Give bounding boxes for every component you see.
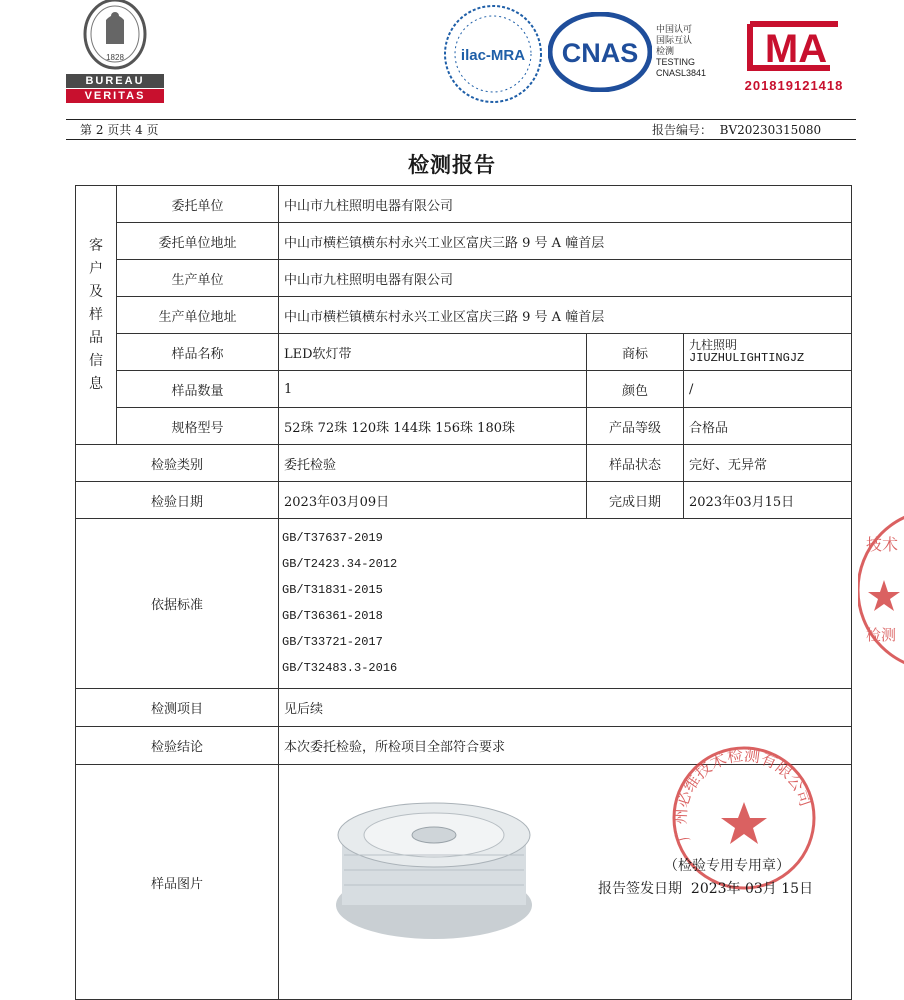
trademark-cn: 九柱照明 [689,338,738,352]
cnas-line: 检测 [656,46,675,56]
table-row [76,519,852,689]
seal-side-text-2: 检测 [866,626,897,644]
cnas-line: 中国认可 [656,24,693,34]
stamp-note: （检验专用专用章） [664,858,790,874]
sample-name-label: 样品名称 [117,334,279,371]
color-label: 颜色 [587,371,684,408]
conclusion-label: 检验结论 [76,727,279,765]
table-row [76,482,852,519]
seal-text: 广州必维技术检测有限公司 [670,745,816,844]
test-date-value: 2023年03月09日 [279,482,587,519]
finish-date-label: 完成日期 [587,482,684,519]
issue-date-value: 2023年 03月 15日 [690,881,814,897]
maker-address-value: 中山市横栏镇横东村永兴工业区富庆三路 9 号 A 幢首层 [279,297,852,334]
trademark-en: JIUZHULIGHTINGJZ [689,351,805,365]
photo-label: 样品图片 [76,765,279,1000]
standard-item: GB/T32483.3-2016 [282,661,398,675]
conclusion-value: 本次委托检验，所检项目全部符合要求 [279,727,852,765]
test-items-value: 见后续 [279,689,852,727]
cnas-mark: CNAS [561,38,639,68]
led-strip-reel-image [334,795,534,945]
bv-word-veritas: VERITAS [66,89,164,103]
seal-side-text-1: 技术 [866,535,899,554]
sample-state-label: 样品状态 [587,445,684,482]
table-row [76,223,852,260]
report-number-value: BV20230315080 [719,123,822,137]
finish-date-value: 2023年03月15日 [684,482,852,519]
cnas-accreditation-text [656,24,736,79]
client-address-label: 委托单位地址 [117,223,279,260]
ilac-mra-logo [440,2,546,106]
group-label-cell [76,186,117,445]
test-type-value: 委托检验 [279,445,587,482]
cnas-line: TESTING [656,57,696,67]
table-row [76,445,852,482]
maker-label: 生产单位 [117,260,279,297]
table-row [76,408,852,445]
table-row [76,689,852,727]
standard-item: GB/T37637-2019 [282,531,383,545]
quantity-label: 样品数量 [117,371,279,408]
standard-item: GB/T36361-2018 [282,609,383,623]
group-label: 客户及样品信息 [89,237,103,392]
report-number [652,121,821,138]
table-row [76,186,852,223]
cnas-logo [548,12,652,92]
standard-item: GB/T31831-2015 [282,583,383,597]
maker-address-label: 生产单位地址 [117,297,279,334]
table-row [76,260,852,297]
page-info: 第 2 页共 4 页 [80,123,159,137]
bv-word-bureau: BUREAU [66,74,164,88]
client-address-value: 中山市横栏镇横东村永兴工业区富庆三路 9 号 A 幢首层 [279,223,852,260]
issue-date [598,878,813,898]
table-row [76,334,852,371]
standards-label: 依据标准 [76,519,279,689]
issue-date-label: 报告签发日期 [598,881,682,897]
table-row [76,297,852,334]
cma-number: 201819121418 [744,78,844,93]
quantity-value: 1 [279,371,587,408]
bv-year: 1828 [106,53,124,62]
standard-item: GB/T2423.34-2012 [282,557,398,571]
cnas-line: 国际互认 [656,35,693,45]
cnas-line: CNASL3841 [656,68,707,78]
sample-name-value: LED软灯带 [279,334,587,371]
header-rule-top [66,119,856,120]
table-row [76,371,852,408]
test-items-label: 检测项目 [76,689,279,727]
test-date-label: 检验日期 [76,482,279,519]
trademark-value [684,334,852,371]
cma-logo [730,16,854,76]
maker-value: 中山市九柱照明电器有限公司 [279,260,852,297]
grade-value: 合格品 [684,408,852,445]
partial-seal [858,480,904,700]
logo-bar [0,0,904,118]
header-rule-bottom [66,139,856,140]
grade-label: 产品等级 [587,408,684,445]
cma-mark: MA [764,27,828,71]
model-value: 52珠 72珠 120珠 144珠 156珠 180珠 [279,408,587,445]
client-value: 中山市九柱照明电器有限公司 [279,186,852,223]
standard-item: GB/T33721-2017 [282,635,383,649]
test-type-label: 检验类别 [76,445,279,482]
color-value: / [684,371,852,408]
trademark-label: 商标 [587,334,684,371]
ilac-text: ilac-MRA [460,47,526,64]
report-number-label: 报告编号： [652,123,713,137]
sample-state-value: 完好、无异常 [684,445,852,482]
model-label: 规格型号 [117,408,279,445]
standards-list [279,519,852,689]
client-label: 委托单位 [117,186,279,223]
document-title: 检测报告 [408,153,496,177]
